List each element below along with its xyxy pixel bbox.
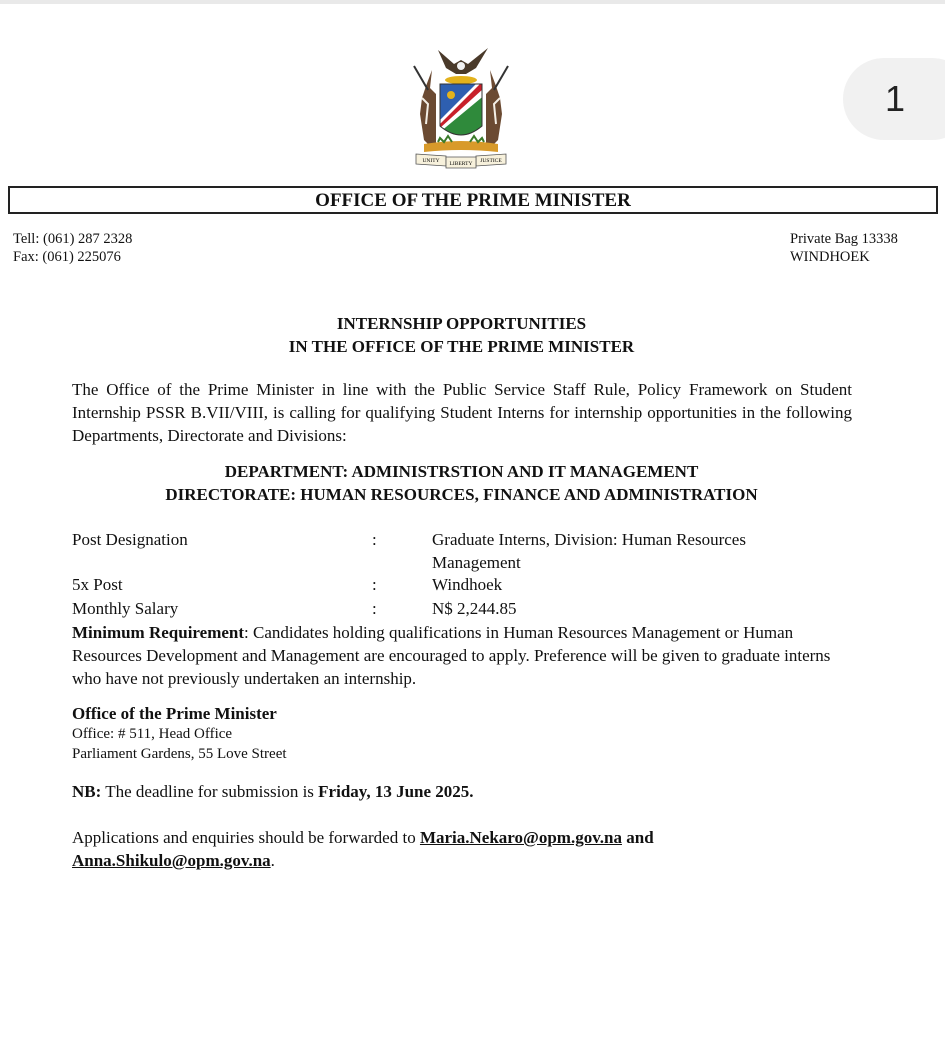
applications-paragraph [72, 826, 872, 872]
motto-unity: UNITY [422, 158, 440, 164]
detail-value: Windhoek [432, 575, 503, 594]
office-name: Office of the Prime Minister [72, 704, 277, 723]
deadline-notice [72, 780, 474, 803]
detail-label: Monthly Salary [72, 599, 179, 618]
deadline-date: Friday, 13 June 2025. [318, 782, 474, 801]
detail-colon: : [372, 599, 377, 618]
office-room: Office: # 511, Head Office [72, 726, 233, 742]
applications-text: Applications and enquiries should be forwarded to [72, 828, 420, 847]
detail-value: N$ 2,244.85 [432, 599, 517, 618]
email-link-maria[interactable]: Maria.Nekaro@opm.gov.na [419, 828, 622, 847]
notice-title-line1: INTERNSHIP OPPORTUNITIES [336, 314, 587, 333]
deadline-text: The deadline for submission is [101, 782, 319, 801]
fax: Fax: (061) 225076 [13, 248, 121, 265]
motto-liberty: LIBERTY [449, 161, 473, 167]
page-number-badge [843, 58, 945, 140]
postal-address-line1: Private Bag 13338 [790, 231, 898, 247]
notice-title-line2: IN THE OFFICE OF THE PRIME MINISTER [288, 337, 635, 356]
directorate-line: DIRECTORATE: HUMAN RESOURCES, FINANCE AND ADMINISTRATION [165, 485, 758, 504]
office-header [8, 186, 938, 214]
page-number: 1 [885, 78, 906, 119]
email-link-anna[interactable]: Anna.Shikulo@opm.gov.na [72, 851, 271, 870]
detail-label: 5x Post [72, 575, 123, 594]
office-address-block [72, 703, 287, 764]
postal-address-block [790, 231, 898, 266]
office-street: Parliament Gardens, 55 Love Street [72, 746, 287, 762]
applications-and: and [621, 828, 654, 847]
requirement-label: Minimum Requirement [72, 623, 245, 642]
intro-paragraph: The Office of the Prime Minister in line with the Public Service Staff Rule, Policy Framework on Student Internship PSSR B.VII/VIII, is calling for qualifying Student Interns for internship opportunities in the following Departments, Directorate and Divisions: [72, 380, 852, 445]
applications-end: . [270, 851, 275, 870]
telephone: Tell: (061) 287 2328 [13, 231, 133, 247]
detail-value: Graduate Interns, Division: Human Resources Management [432, 530, 746, 572]
nb-label: NB: [72, 782, 102, 801]
notice-title [0, 312, 923, 358]
department-line: DEPARTMENT: ADMINISTRSTION AND IT MANAGEMENT [224, 462, 699, 481]
requirement-text: : Candidates holding qualifications in Human Resources Management or Human Resources Development and Management are encouraged to apply. Preference will be given to graduate interns who have not previously undertaken an internship. [72, 623, 831, 688]
namibia-coat-of-arms-icon [402, 44, 520, 172]
detail-colon: : [372, 575, 377, 594]
department-heading [0, 460, 923, 506]
minimum-requirement [72, 621, 862, 690]
contact-phone-block [13, 231, 132, 266]
top-divider [0, 0, 945, 4]
office-title: OFFICE OF THE PRIME MINISTER [315, 190, 631, 211]
motto-justice: JUSTICE [480, 158, 502, 164]
detail-label: Post Designation [72, 530, 188, 549]
postal-address-line2: WINDHOEK [790, 248, 870, 265]
detail-colon: : [372, 530, 377, 549]
